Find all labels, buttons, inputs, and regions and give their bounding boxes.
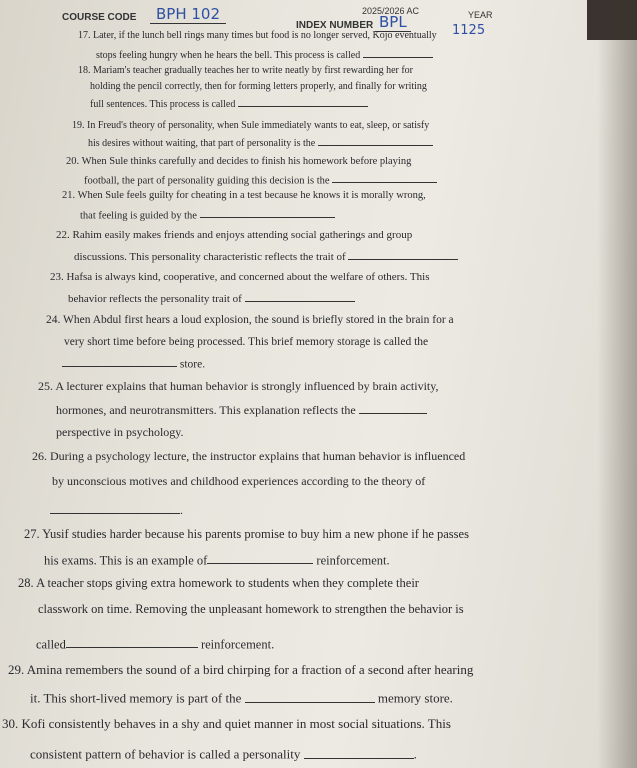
answer-blank[interactable] bbox=[245, 690, 375, 703]
question-text: behavior reflects the personality trait of bbox=[68, 292, 242, 305]
question-number: 21. bbox=[62, 190, 76, 201]
question-number: 19. bbox=[72, 120, 85, 131]
question-text: stops feeling hungry when he hears the bell. This process is called bbox=[96, 50, 361, 61]
question-text: Hafsa is always kind, cooperative, and concerned about the welfare of others. This bbox=[66, 271, 430, 283]
year-label: YEAR bbox=[468, 10, 493, 20]
question-text: When Abdul first hears a loud explosion, the sound is briefly stored in the brain for a bbox=[63, 314, 454, 326]
answer-blank[interactable] bbox=[348, 249, 458, 260]
answer-blank[interactable] bbox=[332, 173, 437, 183]
index-number-value: BPL bbox=[375, 13, 411, 32]
question-number: 24. bbox=[46, 314, 61, 326]
question-text: discussions. This personality characteristic reflects the trait of bbox=[74, 250, 346, 263]
answer-blank[interactable] bbox=[238, 97, 368, 107]
exam-page: 2025/2026 AC YEAR COURSE CODE BPH 102 INDEX NUMBER BPL 1125 17. Later, if the lunch bell rings many times but food is no longer served, Kojo eventually stops feeling hungry when he hears the bell. This process is called 18. Mariam's teacher gradually teaches her to write neatly by first rewarding her for holding the pencil correctly, then for forming letters properly, and finally for writing full sentences. This process is called 19. In Freud's theory of personality, when Sule immediately wants to eat, sleep, or satisfy his desires without waiting, that part of personality is the 20. When Sule thinks carefully and decides to finish his homework before playing football, the part of personality guiding this decision is the 21. When Sule feels guilty for cheating in a test because he knows it is morally wrong, that feeling is guided by the 22. Rahim easily makes friends and enjoys attending social gatherings and group discussions. This personality characteristic reflects the trait of 23. Hafsa is always kind, cooperative, and concerned about the welfare of others. This behavior reflects the personality trait of 24. When Abdul first hears a loud explosion, the sound is briefly stored in the brain for a very short time before being processed. This brief memory storage is called the store. 25. A lecturer explains that human behavior is strongly influenced by brain activity, hormones, and neurotransmitters. This explanation reflects the perspective in psychology. 26. During a psychology lecture, the instructor explains that human behavior is influenced by unconscious motives and childhood experiences according to the theory of . 27. Yusif studies harder because his parents promise to buy him a new phone if he passes his exams. This is an example of reinforcement. 28. A teacher stops giving extra homework to students when they complete their classwork on time. Removing the unpleasant homework to strengthen the behavior is called reinforcement. 29. Amina remembers the sound of a bird chirping for a fraction of a second after hearing it. This short-lived memory is part of the memory store. 30. Kofi consistently behaves in a shy and quiet manner in most social situations. This consistent pattern of behavior is called a personality . bbox=[0, 0, 637, 768]
question-number: 22. bbox=[56, 229, 70, 241]
question-number: 29. bbox=[8, 662, 25, 677]
question-text: full sentences. This process is called bbox=[90, 99, 236, 110]
question-text: reinforcement. bbox=[316, 553, 390, 568]
question-text: it. This short-lived memory is part of the bbox=[30, 690, 242, 706]
question-text: When Sule thinks carefully and decides to finish his homework before playing bbox=[81, 156, 412, 167]
question-text: store. bbox=[179, 358, 206, 371]
course-code-value: BPH 102 bbox=[150, 5, 226, 24]
answer-blank[interactable] bbox=[62, 356, 177, 367]
answer-blank[interactable] bbox=[318, 136, 433, 146]
question-text: called bbox=[36, 637, 66, 652]
question-text: his exams. This is an example of bbox=[44, 553, 208, 568]
question-text: hormones, and neurotransmitters. This explanation reflects the bbox=[56, 402, 356, 417]
answer-blank[interactable] bbox=[363, 48, 433, 58]
question-number: 23. bbox=[50, 271, 64, 283]
question-number: 17. bbox=[78, 30, 91, 41]
question-text: his desires without waiting, that part of personality is the bbox=[88, 138, 316, 149]
question-number: 27. bbox=[24, 527, 40, 541]
answer-blank[interactable] bbox=[66, 636, 198, 648]
course-code-label: COURSE CODE bbox=[62, 12, 137, 23]
question-number: 30. bbox=[2, 716, 19, 731]
question-text: Kofi consistently behaves in a shy and quiet manner in most social situations. This bbox=[21, 716, 451, 731]
index-number-label: INDEX NUMBER bbox=[296, 20, 374, 31]
question-text: Amina remembers the sound of a bird chirping for a fraction of a second after hearing bbox=[26, 662, 474, 677]
question-text: very short time before being processed. This brief memory storage is called the bbox=[64, 336, 429, 348]
question-text: Rahim easily makes friends and enjoys attending social gatherings and group bbox=[72, 229, 413, 241]
question-text: Later, if the lunch bell rings many times but food is no longer served, Kojo eventually bbox=[93, 30, 437, 41]
answer-blank[interactable] bbox=[50, 502, 180, 514]
question-text: In Freud's theory of personality, when Sule immediately wants to eat, sleep, or satisfy bbox=[87, 120, 430, 131]
question-text: perspective in psychology. bbox=[56, 425, 184, 439]
question-number: 18. bbox=[78, 65, 91, 76]
question-text: that feeling is guided by the bbox=[80, 210, 197, 222]
question-number: 28. bbox=[18, 576, 34, 590]
answer-blank[interactable] bbox=[207, 552, 313, 564]
exam-year: 2025/2026 AC bbox=[362, 6, 420, 16]
question-text: During a psychology lecture, the instructor explains that human behavior is influenced bbox=[50, 449, 466, 463]
question-text: Mariam's teacher gradually teaches her to write neatly by first rewarding her for bbox=[93, 65, 413, 76]
page-shadow bbox=[597, 0, 637, 768]
question-text: When Sule feels guilty for cheating in a test because he knows it is morally wrong, bbox=[77, 190, 426, 201]
answer-blank[interactable] bbox=[359, 402, 427, 414]
question-text: classwork on time. Removing the unpleasant homework to strengthen the behavior is bbox=[38, 602, 464, 616]
question-text: holding the pencil correctly, then for forming letters properly, and finally for writing bbox=[90, 81, 427, 92]
question-text: memory store. bbox=[377, 690, 453, 706]
answer-blank[interactable] bbox=[200, 208, 335, 218]
question-text: A lecturer explains that human behavior is strongly influenced by brain activity, bbox=[55, 379, 439, 393]
question-text: reinforcement. bbox=[200, 637, 275, 652]
index-number-suffix: 1125 bbox=[452, 23, 486, 38]
question-text: A teacher stops giving extra homework to students when they complete their bbox=[36, 576, 419, 590]
question-number: 26. bbox=[32, 449, 47, 463]
answer-blank[interactable] bbox=[304, 746, 414, 759]
question-text: consistent pattern of behavior is called a personality bbox=[30, 746, 301, 762]
question-text: by unconscious motives and childhood experiences according to the theory of bbox=[52, 474, 426, 488]
question-text: Yusif studies harder because his parents promise to buy him a new phone if he passes bbox=[42, 527, 469, 541]
question-text: football, the part of personality guiding this decision is the bbox=[84, 175, 330, 187]
answer-blank[interactable] bbox=[245, 291, 355, 302]
question-number: 20. bbox=[66, 156, 80, 167]
question-number: 25. bbox=[38, 379, 53, 393]
